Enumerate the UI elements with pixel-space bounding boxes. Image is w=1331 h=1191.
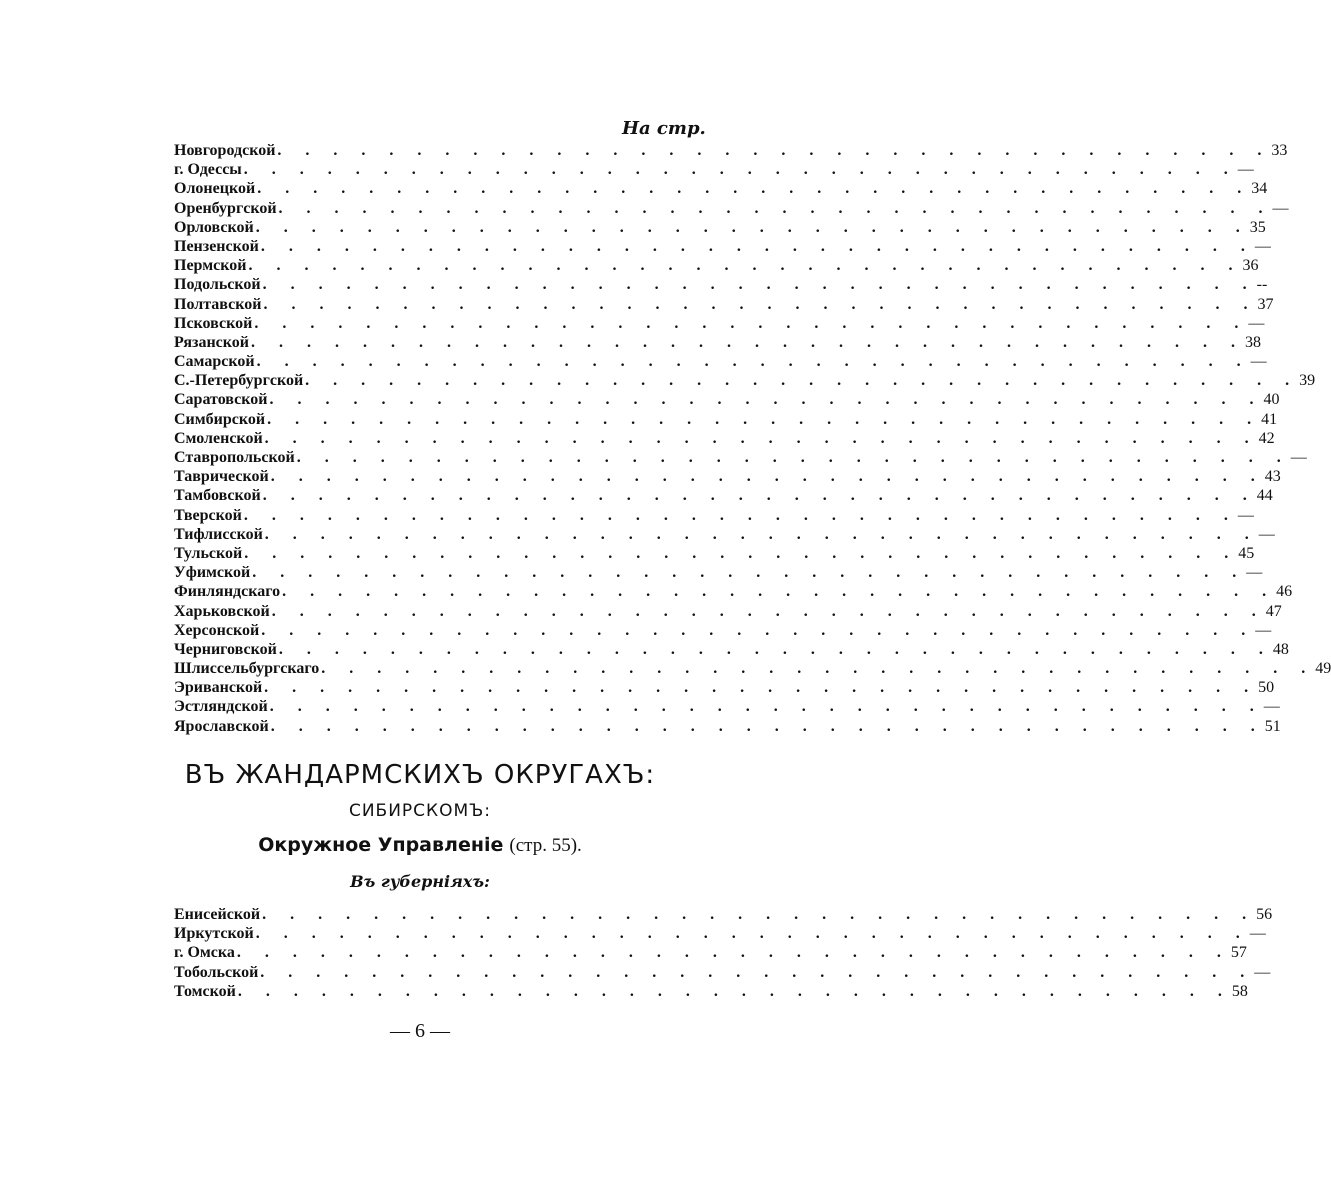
toc-entry (174, 237, 1271, 256)
toc-entry-page: — (1250, 353, 1267, 371)
section-title: ВЪ ЖАНДАРМСКИХЪ ОКРУГАХЪ: (184, 760, 656, 790)
toc-entry (174, 218, 1266, 237)
toc-entry (174, 467, 1281, 486)
toc-entry-name: Харьковской (174, 602, 270, 620)
toc-entry (174, 160, 1254, 179)
dot-leader: . . . . . . . . . . . . . . . . . . . . . . . . . . . . . . . . . . . . (244, 544, 1239, 562)
dot-leader: . . . . . . . . . . . . . . . . . . . . . . . . . . . . . . . . . . . . (264, 525, 1259, 543)
toc-entry-page: — (1254, 237, 1271, 255)
toc-entry-page: — (1255, 621, 1272, 639)
toc-entry (174, 141, 1288, 160)
toc-entry-page: — (1246, 564, 1263, 582)
toc-entry-page: — (1258, 525, 1275, 543)
toc-entry (174, 943, 1247, 962)
toc-entry (174, 295, 1274, 314)
toc-entry (174, 199, 1289, 218)
toc-entry (174, 924, 1266, 943)
dot-leader: . . . . . . . . . . . . . . . . . . . . . . . . . . . . . . . . . . . . (255, 925, 1250, 943)
dot-leader: . . . . . . . . . . . . . . . . . . . . . . . . . . . . . . . . . . . . (256, 353, 1251, 371)
toc-entry-page: 34 (1251, 180, 1268, 198)
dot-leader: . . . . . . . . . . . . . . . . . . . . . . . . . . . . . . . . . . . . (251, 333, 1245, 351)
toc-entry-name: Орловской (174, 218, 254, 236)
dot-leader: . . . . . . . . . . . . . . . . . . . . . . . . . . . . . . . . . . . . (261, 621, 1256, 639)
toc-entry-page: 58 (1231, 982, 1248, 1000)
dot-leader: . . . . . . . . . . . . . . . . . . . . . . . . . . . . . . . . . . . . (257, 180, 1252, 198)
toc-entry-name: Уфимской (174, 564, 251, 582)
toc-entry-name: Самарской (174, 353, 255, 371)
toc-entry (174, 448, 1307, 467)
toc-entry-name: Полтавской (174, 295, 262, 313)
toc-entry-name: Пермской (174, 257, 247, 275)
toc-entry-name: Херсонской (174, 621, 260, 639)
toc-entry-name: Ярославской (174, 717, 269, 735)
admin-name: Окружное Управленіе (258, 834, 504, 856)
dot-leader: . . . . . . . . . . . . . . . . . . . . . . . . . . . . . . . . . . . . (262, 487, 1257, 505)
toc-entry-name: Енисейской (174, 906, 261, 923)
toc-entry-page: 56 (1256, 906, 1273, 923)
toc-entry (174, 963, 1271, 982)
toc-entry-page: 35 (1249, 218, 1266, 236)
toc-entry (174, 506, 1254, 525)
toc-entry (174, 525, 1275, 544)
toc-entry (174, 582, 1293, 601)
toc-entry (174, 256, 1259, 275)
toc-entry-page: 43 (1264, 468, 1281, 486)
dot-leader: . . . . . . . . . . . . . . . . . . . . . . . . . . . . . . . . . . . . (255, 218, 1250, 236)
toc-entry (174, 390, 1280, 409)
toc-entry-name: Иркутской (174, 925, 254, 943)
toc-entry-page: 47 (1265, 602, 1282, 620)
toc-entry-name: Оренбургской (174, 199, 277, 217)
toc-entry-name: Эстляндской (174, 698, 268, 716)
admin-line (0, 834, 840, 857)
toc-entry-page: 39 (1299, 372, 1316, 390)
toc-entry (174, 314, 1265, 333)
toc-entry (174, 275, 1268, 294)
toc-entry-page: 48 (1272, 640, 1289, 658)
toc-entry-page: — (1272, 199, 1289, 217)
dot-leader: . . . . . . . . . . . . . . . . . . . . . . . . . . . . . . . . . . . . (260, 237, 1255, 255)
toc-entry-page: 40 (1263, 391, 1280, 409)
dot-leader: . . . . . . . . . . . . . . . . . . . . . . . . . . . . . . . . . . . . (243, 161, 1238, 179)
toc-entry-page: 38 (1245, 333, 1261, 351)
toc-entry-page: — (1249, 925, 1266, 943)
toc-entry-name: Симбирской (174, 410, 266, 428)
dot-leader: . . . . . . . . . . . . . . . . . . . . . . . . . . . . . . . . . . . . (263, 295, 1258, 313)
toc-entry-page: — (1237, 161, 1254, 179)
dot-leader: . . . . . . . . . . . . . . . . . . . . . . . . . . . . . . . . . . . . (270, 468, 1265, 486)
toc-entry-page: 51 (1264, 717, 1281, 735)
toc-entry-name: Тульской (174, 544, 243, 562)
dot-leader: . . . . . . . . . . . . . . . . . . . . . . . . . . . . . . . . . . . . (269, 698, 1264, 716)
toc-entry (174, 410, 1278, 429)
toc-entry (174, 371, 1316, 390)
toc-entry-page: 42 (1258, 429, 1275, 447)
dot-leader: . . . . . . . . . . . . . . . . . . . . . . . . . . . . . . . . . . . . (271, 602, 1266, 620)
toc-entry-name: г. Одессы (174, 161, 242, 179)
toc-entry-name: Подольской (174, 276, 261, 294)
toc-entry-name: С.-Петербургской (174, 372, 304, 390)
dot-leader: . . . . . . . . . . . . . . . . . . . . . . . . . . . . . . . . . . . . (254, 314, 1249, 332)
dot-leader: . . . . . . . . . . . . . . . . . . . . . . . . . . . . . . . . . . . . (267, 410, 1262, 428)
dot-leader: . . . . . . . . . . . . . . . . . . . . . . . . . . . . . . . . . . . . (264, 679, 1259, 697)
dot-leader: . . . . . . . . . . . . . . . . . . . . . . . . . . . . . . . . . . . . (278, 640, 1273, 658)
district-title: СИБИРСКОМЪ: (348, 801, 492, 821)
dot-leader: . . . . . . . . . . . . . . . . . . . . . . . . . . . . . . . . . . . . (305, 372, 1300, 390)
toc-entry-name: Ставропольской (174, 449, 295, 466)
page-number: — 6 — (390, 1020, 450, 1042)
dot-leader: . . . . . . . . . . . . . . . . . . . . . . . . . . . . . . . . . . . . (243, 506, 1238, 524)
governorates-subheader: Въ губерніяхъ: (350, 872, 490, 891)
toc-entry (174, 563, 1263, 582)
toc-entry-name: Тамбовской (174, 487, 261, 505)
toc-entry-page: 45 (1238, 544, 1255, 562)
dot-leader: . . . . . . . . . . . . . . . . . . . . . . . . . . . . . . . . . . . . (236, 944, 1231, 962)
toc-entry-name: Смоленской (174, 429, 263, 447)
dot-leader: . . . . . . . . . . . . . . . . . . . . . . . . . . . . . . . . . . . . (296, 449, 1291, 466)
dot-leader: . . . . . . . . . . . . . . . . . . . . . . . . . . . . . . . . . . . . (260, 963, 1255, 981)
dot-leader: . . . . . . . . . . . . . . . . . . . . . . . . . . . . . . . . . . . . (270, 717, 1265, 735)
toc-entry (174, 179, 1268, 198)
toc-entry (174, 697, 1280, 716)
toc-entry (174, 678, 1275, 697)
page-column-label: На стр. (622, 118, 706, 139)
toc-entry (174, 640, 1289, 659)
toc-entry (174, 486, 1273, 505)
dot-leader: . . . . . . . . . . . . . . . . . . . . . . . . . . . . . . . . . . . . (269, 391, 1264, 409)
toc-entry-name: Псковской (174, 314, 253, 332)
toc-entry (174, 352, 1267, 371)
toc-entry (174, 429, 1275, 448)
toc-entry-page: 50 (1258, 679, 1275, 697)
toc-entry-page: — (1263, 698, 1280, 716)
dot-leader: . . . . . . . . . . . . . . . . . . . . . . . . . . . . . . . . . . . . (252, 564, 1247, 582)
toc-entry (174, 659, 1331, 678)
toc-entry-name: г. Омска (174, 944, 235, 962)
dot-leader: . . . . . . . . . . . . . . . . . . . . . . . . . . . . . . . . . . . . (237, 982, 1232, 1000)
toc-entry (174, 333, 1261, 352)
dot-leader: . . . . . . . . . . . . . . . . . . . . . . . . . . . . . . . . . . . . (264, 429, 1259, 447)
toc-entry-name: Тифлисской (174, 525, 263, 543)
dot-leader: . . . . . . . . . . . . . . . . . . . . . . . . . . . . . . . . . . . . (277, 142, 1272, 159)
toc-entry (174, 544, 1255, 563)
dot-leader: . . . . . . . . . . . . . . . . . . . . . . . . . . . . . . . . . . . . (262, 906, 1257, 923)
toc-entry-page: 37 (1257, 295, 1274, 313)
toc-entry-name: Саратовской (174, 391, 268, 409)
governorates-list (174, 141, 1331, 736)
toc-entry-page: 41 (1261, 410, 1278, 428)
toc-entry-name: Тобольской (174, 963, 259, 981)
dot-leader: . . . . . . . . . . . . . . . . . . . . . . . . . . . . . . . . . . . . (321, 660, 1316, 678)
dot-leader: . . . . . . . . . . . . . . . . . . . . . . . . . . . . . . . . . . . . (278, 199, 1273, 217)
dot-leader: . . . . . . . . . . . . . . . . . . . . . . . . . . . . . . . . . . . . (262, 276, 1257, 294)
toc-entry-page: 36 (1242, 257, 1259, 275)
siberian-governorates-list (174, 905, 1273, 1001)
toc-entry-page: 57 (1230, 944, 1247, 962)
toc-entry (174, 621, 1272, 640)
toc-entry-name: Новгородской (174, 142, 276, 159)
admin-page-ref: (стр. 55). (509, 835, 582, 856)
toc-entry-page: -- (1256, 276, 1268, 294)
toc-entry-page: — (1254, 963, 1271, 981)
toc-entry-name: Тверской (174, 506, 242, 524)
toc-entry (174, 602, 1282, 621)
toc-entry (174, 905, 1273, 924)
dot-leader: . . . . . . . . . . . . . . . . . . . . . . . . . . . . . . . . . . . . (282, 583, 1277, 601)
toc-entry-name: Олонецкой (174, 180, 256, 198)
dot-leader: . . . . . . . . . . . . . . . . . . . . . . . . . . . . . . . . . . . . (248, 257, 1243, 275)
toc-entry-name: Томской (174, 982, 236, 1000)
toc-entry-page: 44 (1256, 487, 1273, 505)
toc-entry-page: 33 (1271, 142, 1288, 159)
toc-entry-page: 46 (1276, 583, 1293, 601)
toc-entry-page: — (1237, 506, 1254, 524)
toc-entry-name: Финляндскаго (174, 583, 281, 601)
toc-entry-page: — (1290, 449, 1307, 466)
toc-entry-name: Черниговской (174, 640, 277, 658)
toc-entry-page: — (1248, 314, 1265, 332)
toc-entry (174, 982, 1248, 1001)
toc-entry (174, 717, 1281, 736)
toc-entry-name: Рязанской (174, 333, 249, 351)
toc-entry-page: 49 (1315, 660, 1331, 678)
toc-entry-name: Пензенской (174, 237, 259, 255)
toc-entry-name: Таврической (174, 468, 269, 486)
toc-entry-name: Шлиссельбургскаго (174, 660, 320, 678)
toc-entry-name: Эриванской (174, 679, 263, 697)
